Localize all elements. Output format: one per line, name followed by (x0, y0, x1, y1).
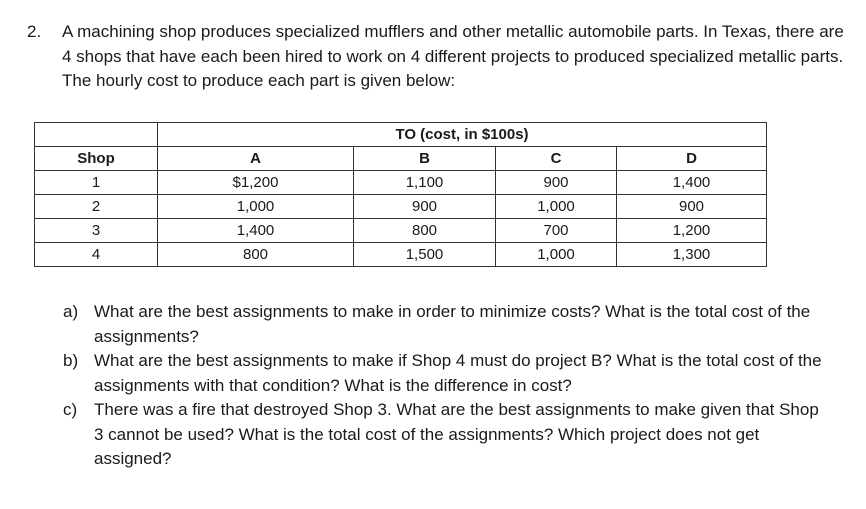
cost-cell: 1,400 (158, 219, 354, 243)
shop-cell: 2 (35, 195, 158, 219)
table-header-row-top (35, 123, 767, 147)
table-row (35, 219, 767, 243)
cost-table (34, 122, 767, 267)
table-header-row (35, 147, 767, 171)
table-row (35, 171, 767, 195)
table-top-header: TO (cost, in $100s) (158, 123, 767, 147)
cost-cell: 800 (158, 243, 354, 267)
cost-cell: 1,300 (617, 243, 767, 267)
column-header-c: C (496, 147, 617, 171)
column-header-b: B (354, 147, 496, 171)
problem-number: 2. (27, 22, 42, 41)
cost-cell: 800 (354, 219, 496, 243)
cost-cell: 700 (496, 219, 617, 243)
table-row-header: Shop (35, 147, 158, 171)
cost-cell: 900 (496, 171, 617, 195)
question-text: There was a fire that destroyed Shop 3. What are the best assignments to make given that Shop 3 cannot be used? What is the total cost of the assignments? Which project does not get assigned? (94, 400, 819, 468)
column-header-d: D (617, 147, 767, 171)
cost-cell: $1,200 (158, 171, 354, 195)
question-label: c) (63, 400, 78, 419)
question-a (63, 300, 823, 349)
cost-cell: 1,000 (496, 195, 617, 219)
problem-statement (27, 20, 847, 94)
column-header-a: A (158, 147, 354, 171)
table-row (35, 195, 767, 219)
question-label: b) (63, 351, 79, 370)
shop-cell: 1 (35, 171, 158, 195)
question-label: a) (63, 302, 79, 321)
cost-cell: 1,000 (158, 195, 354, 219)
problem-text: A machining shop produces specialized mufflers and other metallic automobile parts. In Texas, there are 4 shops that have each been hired to work on 4 different projects to produced specialized metallic parts. The hourly cost to produce each part is given below: (62, 22, 844, 90)
question-text: What are the best assignments to make in order to minimize costs? What is the total cost of the assignments? (94, 302, 811, 346)
cost-cell: 1,200 (617, 219, 767, 243)
question-text: What are the best assignments to make if Shop 4 must do project B? What is the total cost of the assignments with that condition? What is the difference in cost? (94, 351, 822, 395)
question-c (63, 398, 823, 472)
table-row (35, 243, 767, 267)
shop-cell: 3 (35, 219, 158, 243)
cost-cell: 1,500 (354, 243, 496, 267)
cost-cell: 1,400 (617, 171, 767, 195)
table-corner-cell (35, 123, 158, 147)
cost-cell: 1,000 (496, 243, 617, 267)
question-b (63, 349, 823, 398)
cost-cell: 1,100 (354, 171, 496, 195)
question-list (63, 300, 823, 472)
shop-cell: 4 (35, 243, 158, 267)
cost-cell: 900 (354, 195, 496, 219)
cost-cell: 900 (617, 195, 767, 219)
